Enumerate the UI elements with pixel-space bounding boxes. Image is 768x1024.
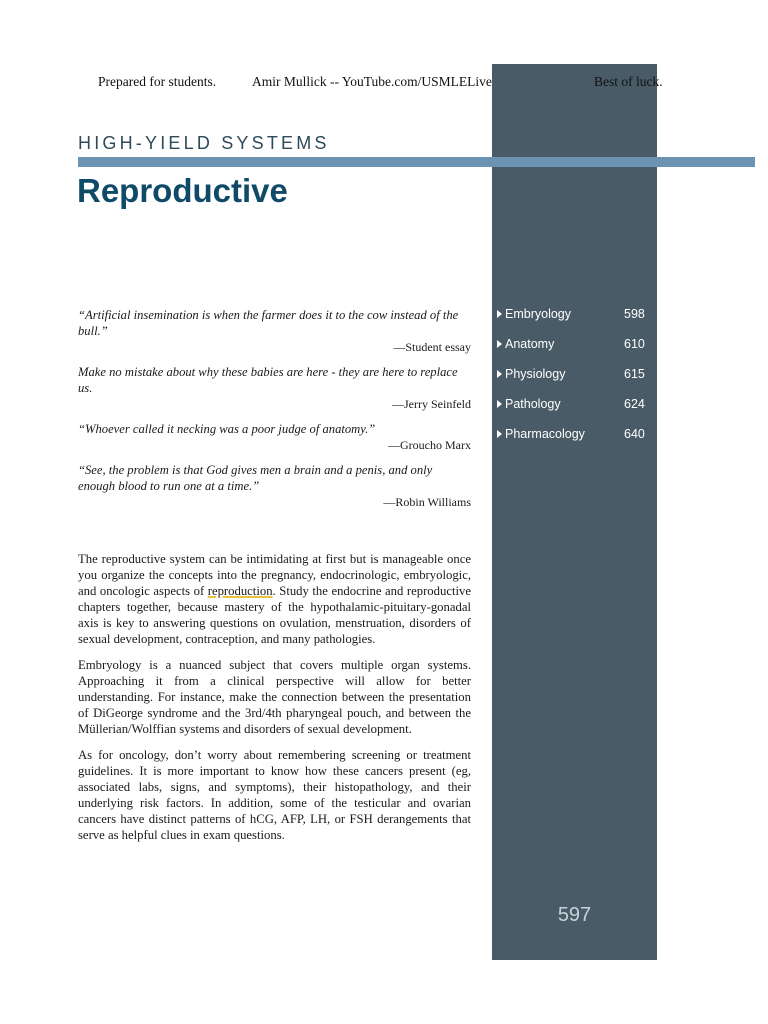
triangle-right-icon	[497, 310, 502, 318]
quote	[78, 364, 471, 412]
quote-text: Make no mistake about why these babies are here - they are here to replace us.	[78, 365, 458, 395]
toc-item-pathology[interactable]	[496, 396, 646, 426]
toc-item-label: Pharmacology	[505, 427, 585, 441]
toc-item-page: 610	[624, 337, 645, 351]
toc-item-label: Pathology	[505, 397, 561, 411]
toc-item-page: 615	[624, 367, 645, 381]
toc-item-label: Physiology	[505, 367, 566, 381]
quote-attribution: —Jerry Seinfeld	[392, 397, 471, 411]
underlined-term: reproduction	[207, 584, 273, 598]
quote-attribution: —Groucho Marx	[388, 438, 471, 452]
quote	[78, 421, 471, 453]
banner-left-text: Prepared for students.	[98, 74, 217, 89]
toc-item-pharmacology[interactable]	[496, 426, 646, 456]
chapter-title: Reproductive	[77, 172, 288, 209]
body-paragraph: Embryology is a nuanced subject that covers multiple organ systems. Approaching it from a clinical perspective will allow for better understanding. For instance, make the connection between the presentation of DiGeorge syndrome and the 3rd/4th pharyngeal pouch, and between the Müllerian/Wolffian systems and disorders of sexual development.	[78, 658, 471, 736]
header-rule	[78, 157, 755, 167]
body-text	[78, 551, 471, 853]
triangle-right-icon	[497, 370, 502, 378]
toc-item-page: 624	[624, 397, 645, 411]
quote-attribution: —Robin Williams	[383, 495, 471, 509]
section-label: HIGH-YIELD SYSTEMS	[78, 133, 330, 153]
banner-center-text: Amir Mullick -- YouTube.com/USMLELive	[252, 74, 492, 89]
toc-item-label: Anatomy	[505, 337, 555, 351]
quote-attribution: —Student essay	[393, 340, 471, 354]
quote-text: “Whoever called it necking was a poor judge of anatomy.”	[78, 422, 376, 436]
paragraph-text: The reproductive system can be intimidating at first but is manageable once you organize the concepts into the pregnancy, endocrinologic, embryologic, and oncologic aspects of	[78, 552, 471, 598]
body-paragraph: As for oncology, don’t worry about remembering screening or treatment guidelines. It is more important to know how these cancers present (eg, associated labs, signs, and symptoms), their histopathology, and their underlying risk factors. In addition, some of the testicular and ovarian cancers have distinct patterns of hCG, AFP, LH, or FSH derangements that serve as helpful clues in exam questions.	[78, 748, 471, 842]
toc-item-embryology[interactable]	[496, 306, 646, 336]
table-of-contents	[496, 306, 646, 456]
triangle-right-icon	[497, 340, 502, 348]
quote-text: “See, the problem is that God gives men a brain and a penis, and only enough blood to run one at a time.”	[78, 463, 433, 493]
toc-item-page: 640	[624, 427, 645, 441]
sidebar-panel	[492, 64, 657, 960]
banner-right-text: Best of luck.	[594, 74, 663, 89]
toc-item-anatomy[interactable]	[496, 336, 646, 366]
toc-item-page: 598	[624, 307, 645, 321]
triangle-right-icon	[497, 430, 502, 438]
body-paragraph	[78, 551, 471, 647]
quote	[78, 307, 471, 355]
quote-text: “Artificial insemination is when the farmer does it to the cow instead of the bull.”	[78, 308, 459, 338]
quote	[78, 462, 471, 510]
toc-item-label: Embryology	[505, 307, 571, 321]
triangle-right-icon	[497, 400, 502, 408]
toc-item-physiology[interactable]	[496, 366, 646, 396]
quotes-block	[78, 307, 471, 519]
page-number: 597	[557, 904, 592, 926]
paragraph-text: . Study the endocrine and reproductive chapters together, because mastery of the hypothalamic-pituitary-gonadal axis is key to answering questions on ovulation, menstruation, disorders of sexual development, contraception, and many pathologies.	[78, 584, 471, 646]
